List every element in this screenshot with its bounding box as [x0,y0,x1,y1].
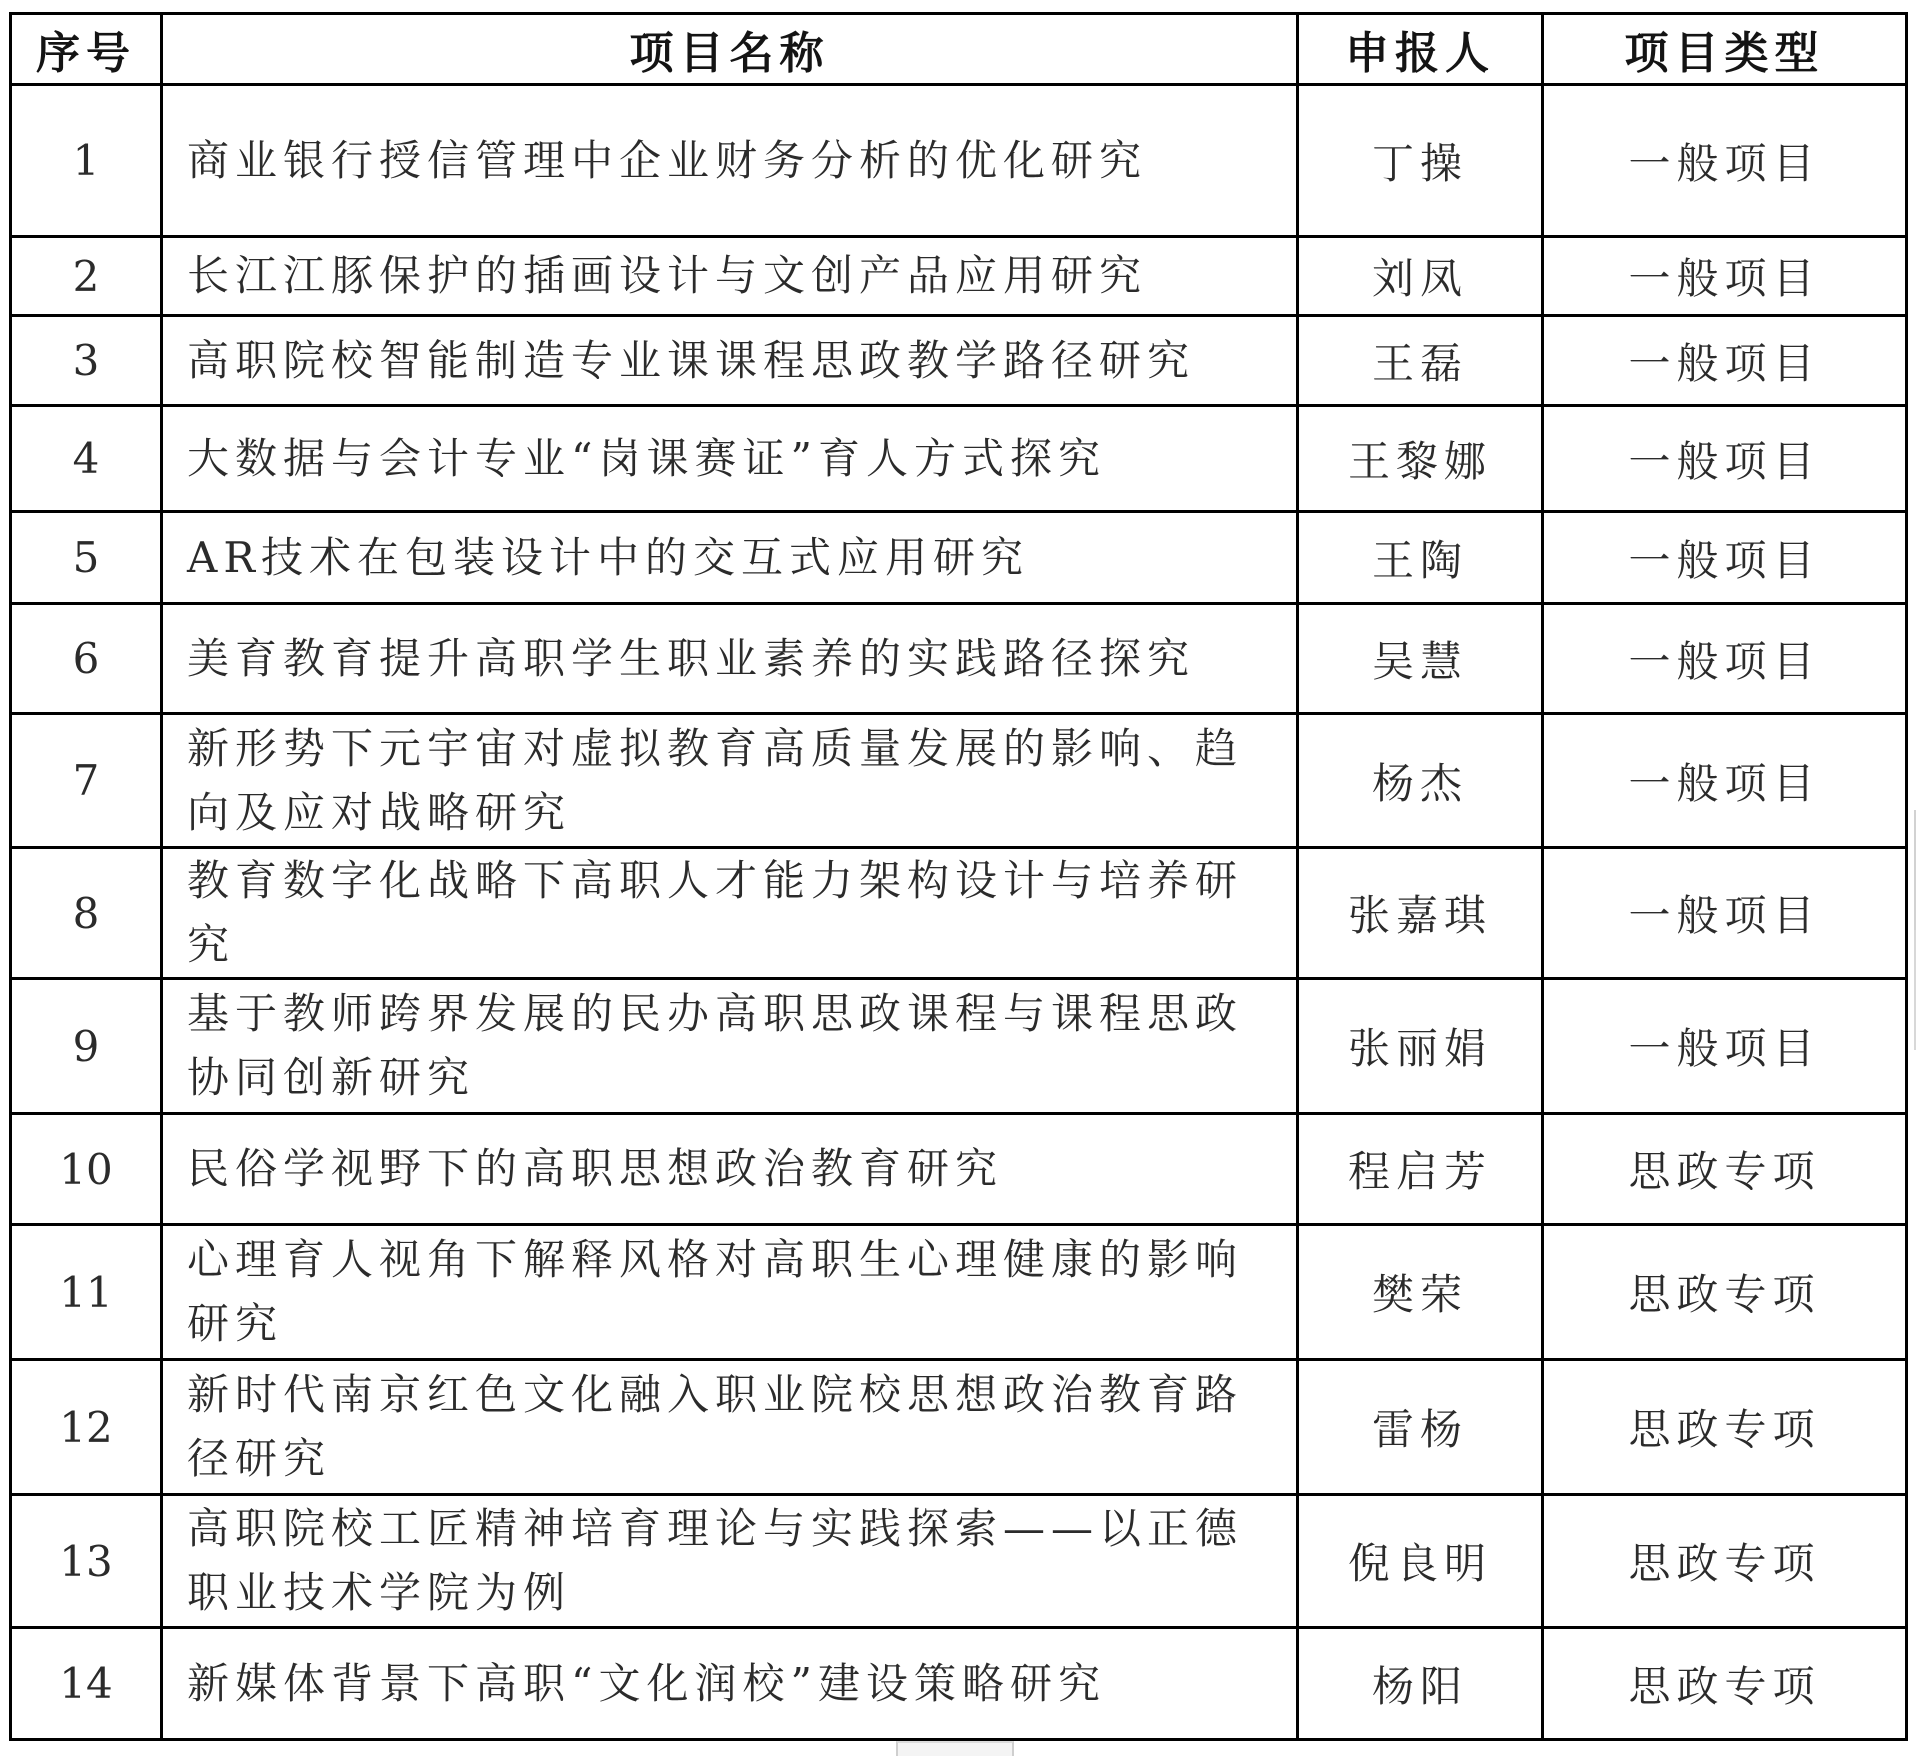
table-row [11,1225,1907,1360]
row-number: 13 [11,1495,162,1628]
table-row [11,1495,1907,1628]
row-number: 4 [11,406,162,512]
table-row [11,237,1907,316]
row-project-name: 大数据与会计专业“岗课赛证”育人方式探究 [162,406,1298,512]
table-row [11,85,1907,237]
row-project-type: 思政专项 [1543,1225,1907,1360]
table-header-row [11,14,1907,85]
row-project-type: 一般项目 [1543,848,1907,979]
edge-divider [1914,810,1920,930]
row-applicant: 刘凤 [1298,237,1543,316]
row-project-name: 长江江豚保护的插画设计与文创产品应用研究 [162,237,1298,316]
row-project-name: 心理育人视角下解释风格对高职生心理健康的影响研究 [162,1225,1298,1360]
table-row [11,316,1907,406]
row-number: 12 [11,1360,162,1495]
row-project-name: 高职院校智能制造专业课课程思政教学路径研究 [162,316,1298,406]
header-applicant: 申报人 [1298,14,1543,85]
row-applicant: 雷杨 [1298,1360,1543,1495]
row-applicant: 王磊 [1298,316,1543,406]
row-project-type: 一般项目 [1543,714,1907,848]
row-project-name: 民俗学视野下的高职思想政治教育研究 [162,1114,1298,1225]
row-project-type: 一般项目 [1543,604,1907,714]
row-number: 5 [11,512,162,604]
row-project-name: 新时代南京红色文化融入职业院校思想政治教育路径研究 [162,1360,1298,1495]
table-row [11,1114,1907,1225]
row-project-name: AR技术在包装设计中的交互式应用研究 [162,512,1298,604]
table-row [11,714,1907,848]
table-row [11,1360,1907,1495]
row-project-type: 一般项目 [1543,406,1907,512]
row-number: 3 [11,316,162,406]
row-project-name: 美育教育提升高职学生职业素养的实践路径探究 [162,604,1298,714]
table-row [11,604,1907,714]
row-applicant: 王黎娜 [1298,406,1543,512]
row-project-name: 教育数字化战略下高职人才能力架构设计与培养研究 [162,848,1298,979]
row-project-type: 思政专项 [1543,1114,1907,1225]
row-applicant: 程启芳 [1298,1114,1543,1225]
table-row [11,979,1907,1114]
row-number: 6 [11,604,162,714]
edge-divider [1914,930,1920,1050]
row-number: 7 [11,714,162,848]
row-project-type: 一般项目 [1543,979,1907,1114]
project-table [9,12,1908,1741]
row-project-type: 思政专项 [1543,1628,1907,1740]
row-project-name: 高职院校工匠精神培育理论与实践探索——以正德职业技术学院为例 [162,1495,1298,1628]
row-applicant: 丁操 [1298,85,1543,237]
row-applicant: 王陶 [1298,512,1543,604]
row-applicant: 杨阳 [1298,1628,1543,1740]
row-project-type: 一般项目 [1543,237,1907,316]
row-project-name: 新媒体背景下高职“文化润校”建设策略研究 [162,1628,1298,1740]
row-applicant: 吴慧 [1298,604,1543,714]
header-number: 序号 [11,14,162,85]
row-project-name: 基于教师跨界发展的民办高职思政课程与课程思政协同创新研究 [162,979,1298,1114]
row-applicant: 樊荣 [1298,1225,1543,1360]
header-name: 项目名称 [162,14,1298,85]
row-project-type: 思政专项 [1543,1495,1907,1628]
table-row [11,1628,1907,1740]
row-applicant: 张嘉琪 [1298,848,1543,979]
row-number: 10 [11,1114,162,1225]
row-project-type: 思政专项 [1543,1360,1907,1495]
row-project-type: 一般项目 [1543,512,1907,604]
row-project-name: 商业银行授信管理中企业财务分析的优化研究 [162,85,1298,237]
row-applicant: 张丽娟 [1298,979,1543,1114]
row-applicant: 杨杰 [1298,714,1543,848]
row-applicant: 倪良明 [1298,1495,1543,1628]
row-number: 1 [11,85,162,237]
table-row [11,406,1907,512]
header-type: 项目类型 [1543,14,1907,85]
table-row [11,848,1907,979]
row-number: 14 [11,1628,162,1740]
row-project-name: 新形势下元宇宙对虚拟教育高质量发展的影响、趋向及应对战略研究 [162,714,1298,848]
table-row [11,512,1907,604]
row-project-type: 一般项目 [1543,85,1907,237]
row-number: 9 [11,979,162,1114]
row-number: 8 [11,848,162,979]
row-project-type: 一般项目 [1543,316,1907,406]
row-number: 2 [11,237,162,316]
row-number: 11 [11,1225,162,1360]
